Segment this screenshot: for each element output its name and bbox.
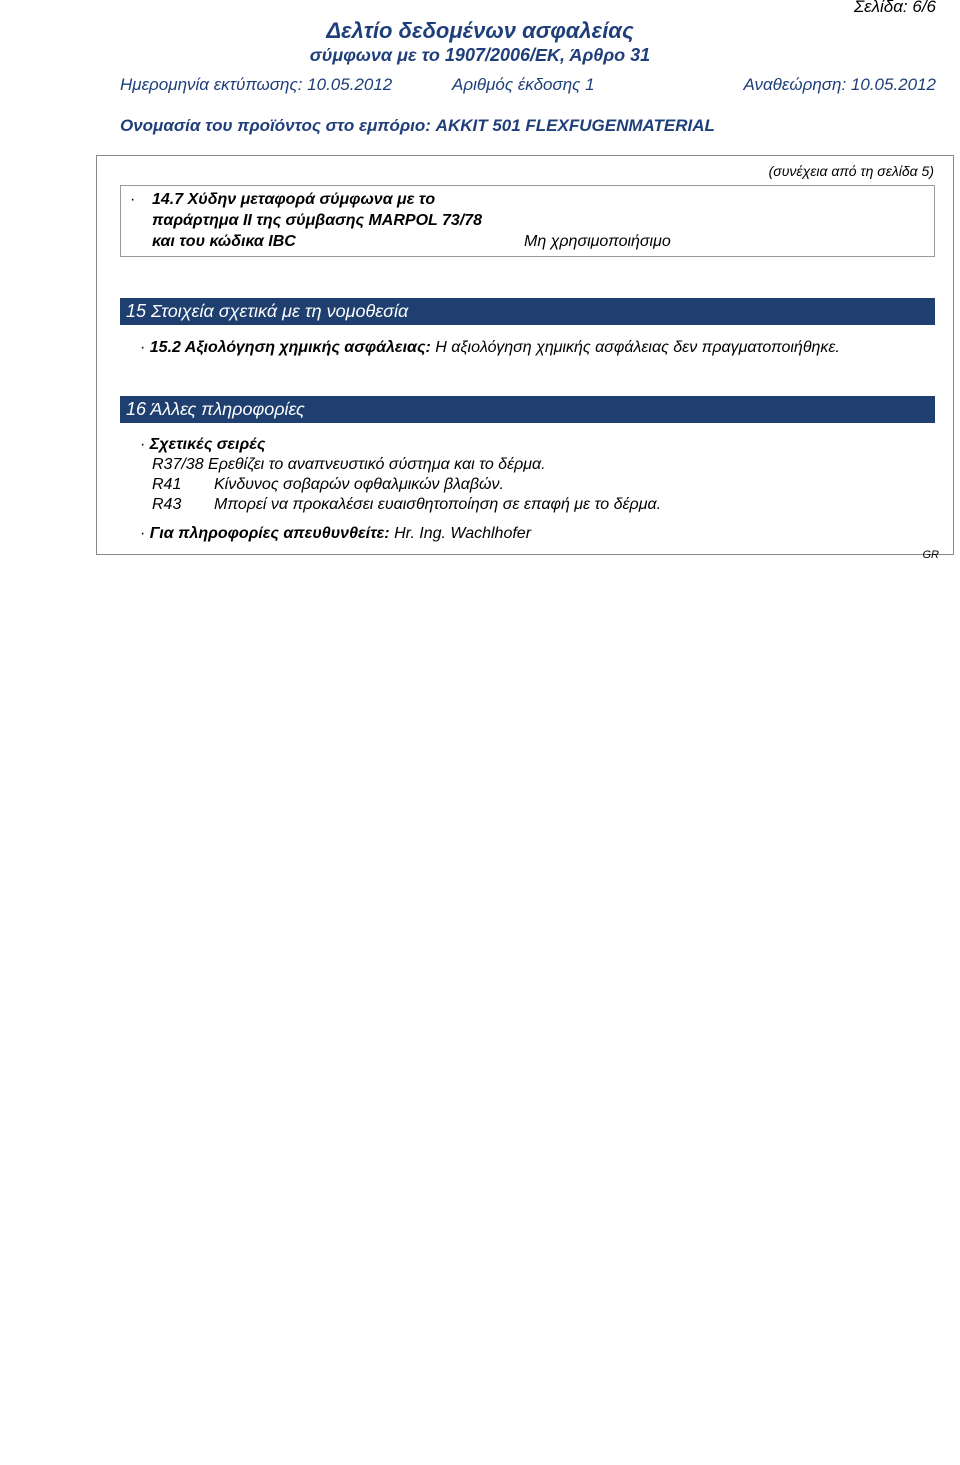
phrase-text: Ερεθίζει το αναπνευστικό σύστημα και το δέρμα.: [208, 456, 546, 473]
version-number: Αριθμός έκδοσης 1: [452, 75, 595, 94]
contact-label: Για πληροφορίες απευθυνθείτε:: [149, 525, 390, 542]
section-15-2-text: Η αξιολόγηση χημικής ασφάλειας δεν πραγματοποιήθηκε.: [435, 339, 840, 356]
section-16-header: 16 Άλλες πληροφορίες: [120, 396, 935, 423]
contact-row: [140, 525, 531, 543]
section-14-7-label-line2: παράρτημα II της σύμβασης MARPOL 73/78: [152, 212, 482, 229]
relevant-phrases-label: Σχετικές σειρές: [149, 436, 266, 453]
bullet: ·: [140, 436, 146, 453]
document-subtitle: σύμφωνα με το 1907/2006/ΕΚ, Άρθρο 31: [309, 45, 651, 65]
bullet: ·: [140, 525, 146, 542]
bullet: ·: [140, 339, 146, 356]
document-title: Δελτίο δεδομένων ασφαλείας: [326, 18, 634, 43]
section-14-7-label-line3: και του κώδικα IBC: [152, 233, 296, 250]
print-date: Ημερομηνία εκτύπωσης: 10.05.2012: [120, 75, 393, 94]
section-15-2-row: [140, 339, 840, 357]
language-code: GR: [922, 549, 939, 561]
revision-date: Αναθεώρηση: 10.05.2012: [743, 75, 936, 94]
phrase-code: R43: [152, 496, 182, 513]
section-14-7-value: Μη χρησιμοποιήσιμο: [524, 233, 671, 250]
phrase-text: Κίνδυνος σοβαρών οφθαλμικών βλαβών.: [214, 476, 504, 493]
relevant-phrases-row: [140, 436, 265, 454]
section-15-2-label: 15.2 Αξιολόγηση χημικής ασφάλειας:: [149, 339, 431, 356]
product-name: Ονομασία του προϊόντος στο εμπόριο: AKKIT 501 FLEXFUGENMATERIAL: [120, 116, 715, 135]
continuation-note: (συνέχεια από τη σελίδα 5): [768, 163, 934, 179]
phrase-code: R41: [152, 476, 182, 493]
section-15-header: 15 Στοιχεία σχετικά με τη νομοθεσία: [120, 298, 935, 325]
page-number: Σελίδα: 6/6: [853, 0, 936, 16]
section-14-7-label-line1: 14.7 Χύδην μεταφορά σύμφωνα με το: [152, 191, 436, 208]
contact-value: Hr. Ing. Wachlhofer: [394, 525, 532, 542]
phrase-code: R37/38: [152, 456, 204, 473]
phrase-r37-38: [152, 456, 546, 474]
phrase-text: Μπορεί να προκαλέσει ευαισθητοποίηση σε επαφή με το δέρμα.: [214, 496, 662, 513]
bullet: ·: [130, 191, 136, 208]
